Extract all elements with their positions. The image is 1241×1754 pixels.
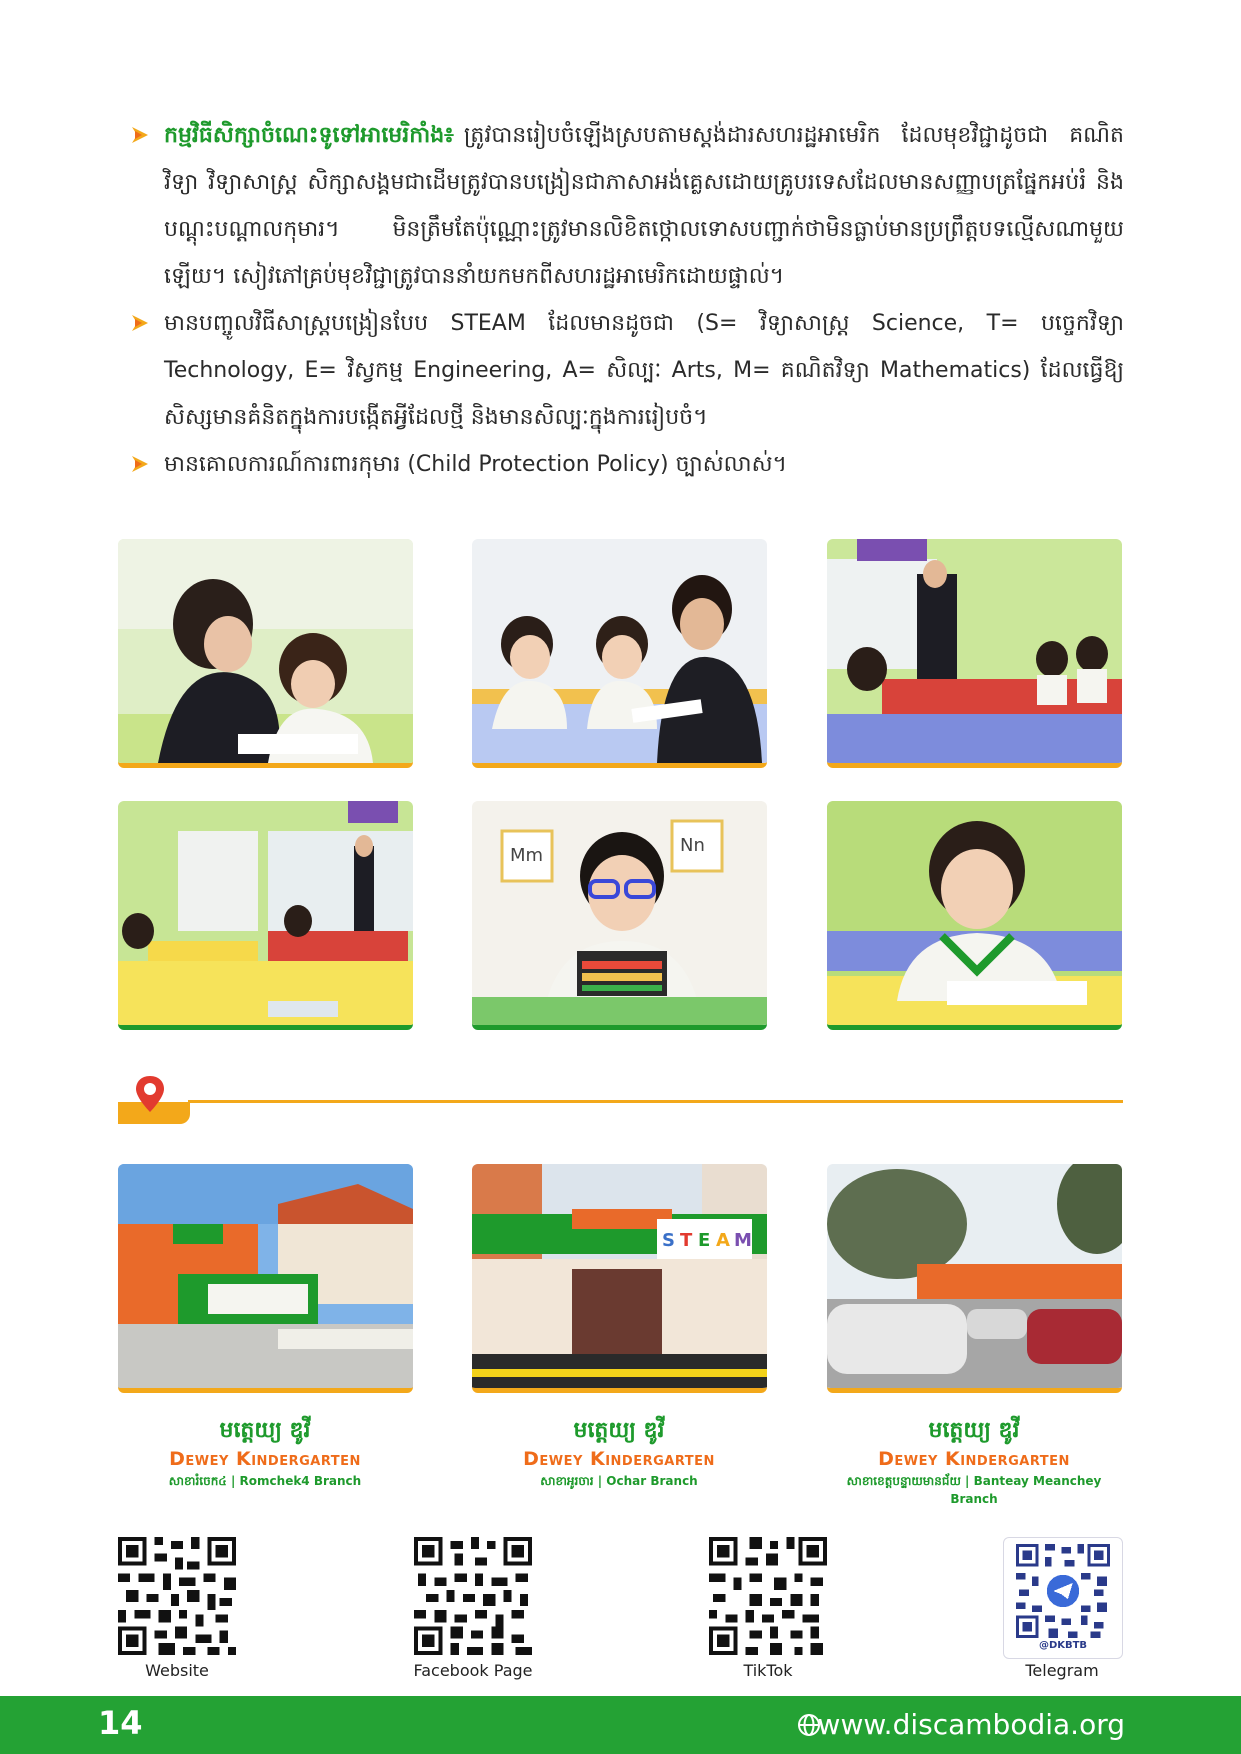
qr-label-tiktok: TikTok (743, 1661, 793, 1680)
photo-classroom-board (118, 801, 413, 1030)
branch-name-ochar (469, 1416, 769, 1490)
branch-english-name: Dewey Kindergarten (878, 1448, 1070, 1470)
branch-english-name: Dewey Kindergarten (169, 1448, 361, 1470)
bullet-item (128, 112, 1124, 300)
qr-label-facebook: Facebook Page (413, 1661, 533, 1680)
branch-label: សាខារំចេក៤ | Romchek4 Branch (168, 1474, 362, 1488)
photo-branch-ochar (472, 1164, 767, 1393)
qr-code-icon (709, 1537, 827, 1655)
website-link[interactable]: www.discambodia.org (817, 1708, 1125, 1741)
bullet-text: មានគោលការណ៍ការពារកុមារ (Child Protection Policy) ច្បាស់លាស់។ (164, 452, 788, 477)
qr-telegram[interactable] (1003, 1537, 1123, 1659)
photo-boy-abacus (472, 801, 767, 1030)
steam-letter: T (680, 1230, 693, 1251)
steam-letter: A (716, 1230, 730, 1251)
branch-label: សាខាខេត្តបន្ទាយមានជ័យ | Banteay Meanchey Branch (846, 1474, 1102, 1506)
steam-letter: M (734, 1230, 752, 1251)
page-footer (0, 1696, 1241, 1754)
telegram-handle: @DKBTB (1038, 1640, 1088, 1651)
bullet-arrow-icon (128, 311, 152, 335)
branch-khmer-name: មត្តេយ្យ ឌូវី (219, 1418, 311, 1443)
qr-label-telegram: Telegram (1025, 1661, 1099, 1680)
branch-khmer-name: មត្តេយ្យ ឌូវី (928, 1418, 1020, 1443)
qr-code-icon (1016, 1544, 1110, 1638)
section-divider (188, 1100, 1123, 1103)
qr-website[interactable] (118, 1537, 236, 1655)
bullet-arrow-icon (128, 123, 152, 147)
qr-label-website: Website (145, 1661, 209, 1680)
page-number: 14 (98, 1704, 143, 1742)
bullet-item (128, 441, 1124, 488)
branch-label: សាខាអូរចារ | Ochar Branch (540, 1474, 698, 1488)
qr-tiktok[interactable] (709, 1537, 827, 1655)
bullet-item (128, 300, 1124, 441)
photo-branch-banteay-meanchey (827, 1164, 1122, 1393)
qr-code-icon (414, 1537, 532, 1655)
qr-code-icon (118, 1537, 236, 1655)
branch-name-banteay-meanchey (824, 1416, 1124, 1508)
branch-english-name: Dewey Kindergarten (523, 1448, 715, 1470)
photo-teacher-reading (472, 539, 767, 768)
location-pin-icon (133, 1074, 167, 1116)
branch-name-romchek4 (115, 1416, 415, 1490)
card-letter-nn: Nn (680, 835, 705, 856)
bullet-list (128, 112, 1124, 488)
card-letter-mm: Mm (510, 845, 544, 866)
photo-teacher-writing (118, 539, 413, 768)
bullet-text: ត្រូវបានរៀបចំឡើងស្របតាមស្តង់ដារសហរដ្ឋអាមេរិក ដែលមុខវិជ្ជាដូចជា គណិតវិទ្យា វិទ្យាសាស្ត្រ សិក្សាសង្គមជាដើមត្រូវបានបង្រៀនជាភាសាអង់គ្លេសដោយគ្រូបរទេសដែលមានសញ្ញាបត្រផ្នែកអប់រំ និងបណ្តុះបណ្តាលកុមារ។ មិនត្រឹមតែប៉ុណ្ណោះត្រូវមានលិខិតថ្កោលទោសបញ្ជាក់ថាមិនធ្លាប់មានប្រព្រឹត្តបទល្មើសណាមួយឡើយ។ សៀវភៅគ្រប់មុខវិជ្ជាត្រូវបាននាំយកមកពីសហរដ្ឋអាមេរិកដោយផ្ទាល់។ (164, 123, 1124, 289)
photo-branch-romchek4 (118, 1164, 413, 1393)
branch-khmer-name: មត្តេយ្យ ឌូវី (573, 1418, 665, 1443)
bullet-arrow-icon (128, 452, 152, 476)
qr-facebook[interactable] (414, 1537, 532, 1655)
bullet-lead: កម្មវិធីសិក្សាចំណេះទូទៅអាមេរិកាំង៖ (164, 123, 454, 148)
bullet-text: មានបញ្ចូលវិធីសាស្ត្របង្រៀនបែប STEAM ដែលមានដូចជា (S= វិទ្យាសាស្ត្រ Science, T= បច្ចេកវិទ្យា Technology, E= វិស្វកម្ម Engineering, A= សិល្បៈ Arts, M= គណិតវិទ្យា Mathematics) ដែលធ្វើឱ្យសិស្សមានគំនិតក្នុងការបង្កើតអ្វីដែលថ្មី និងមានសិល្បៈក្នុងការរៀបចំ។ (164, 311, 1124, 430)
photo-classroom-teacher (827, 539, 1122, 768)
photo-girl-writing (827, 801, 1122, 1030)
steam-letter: E (698, 1230, 711, 1251)
steam-letter: S (662, 1230, 675, 1251)
